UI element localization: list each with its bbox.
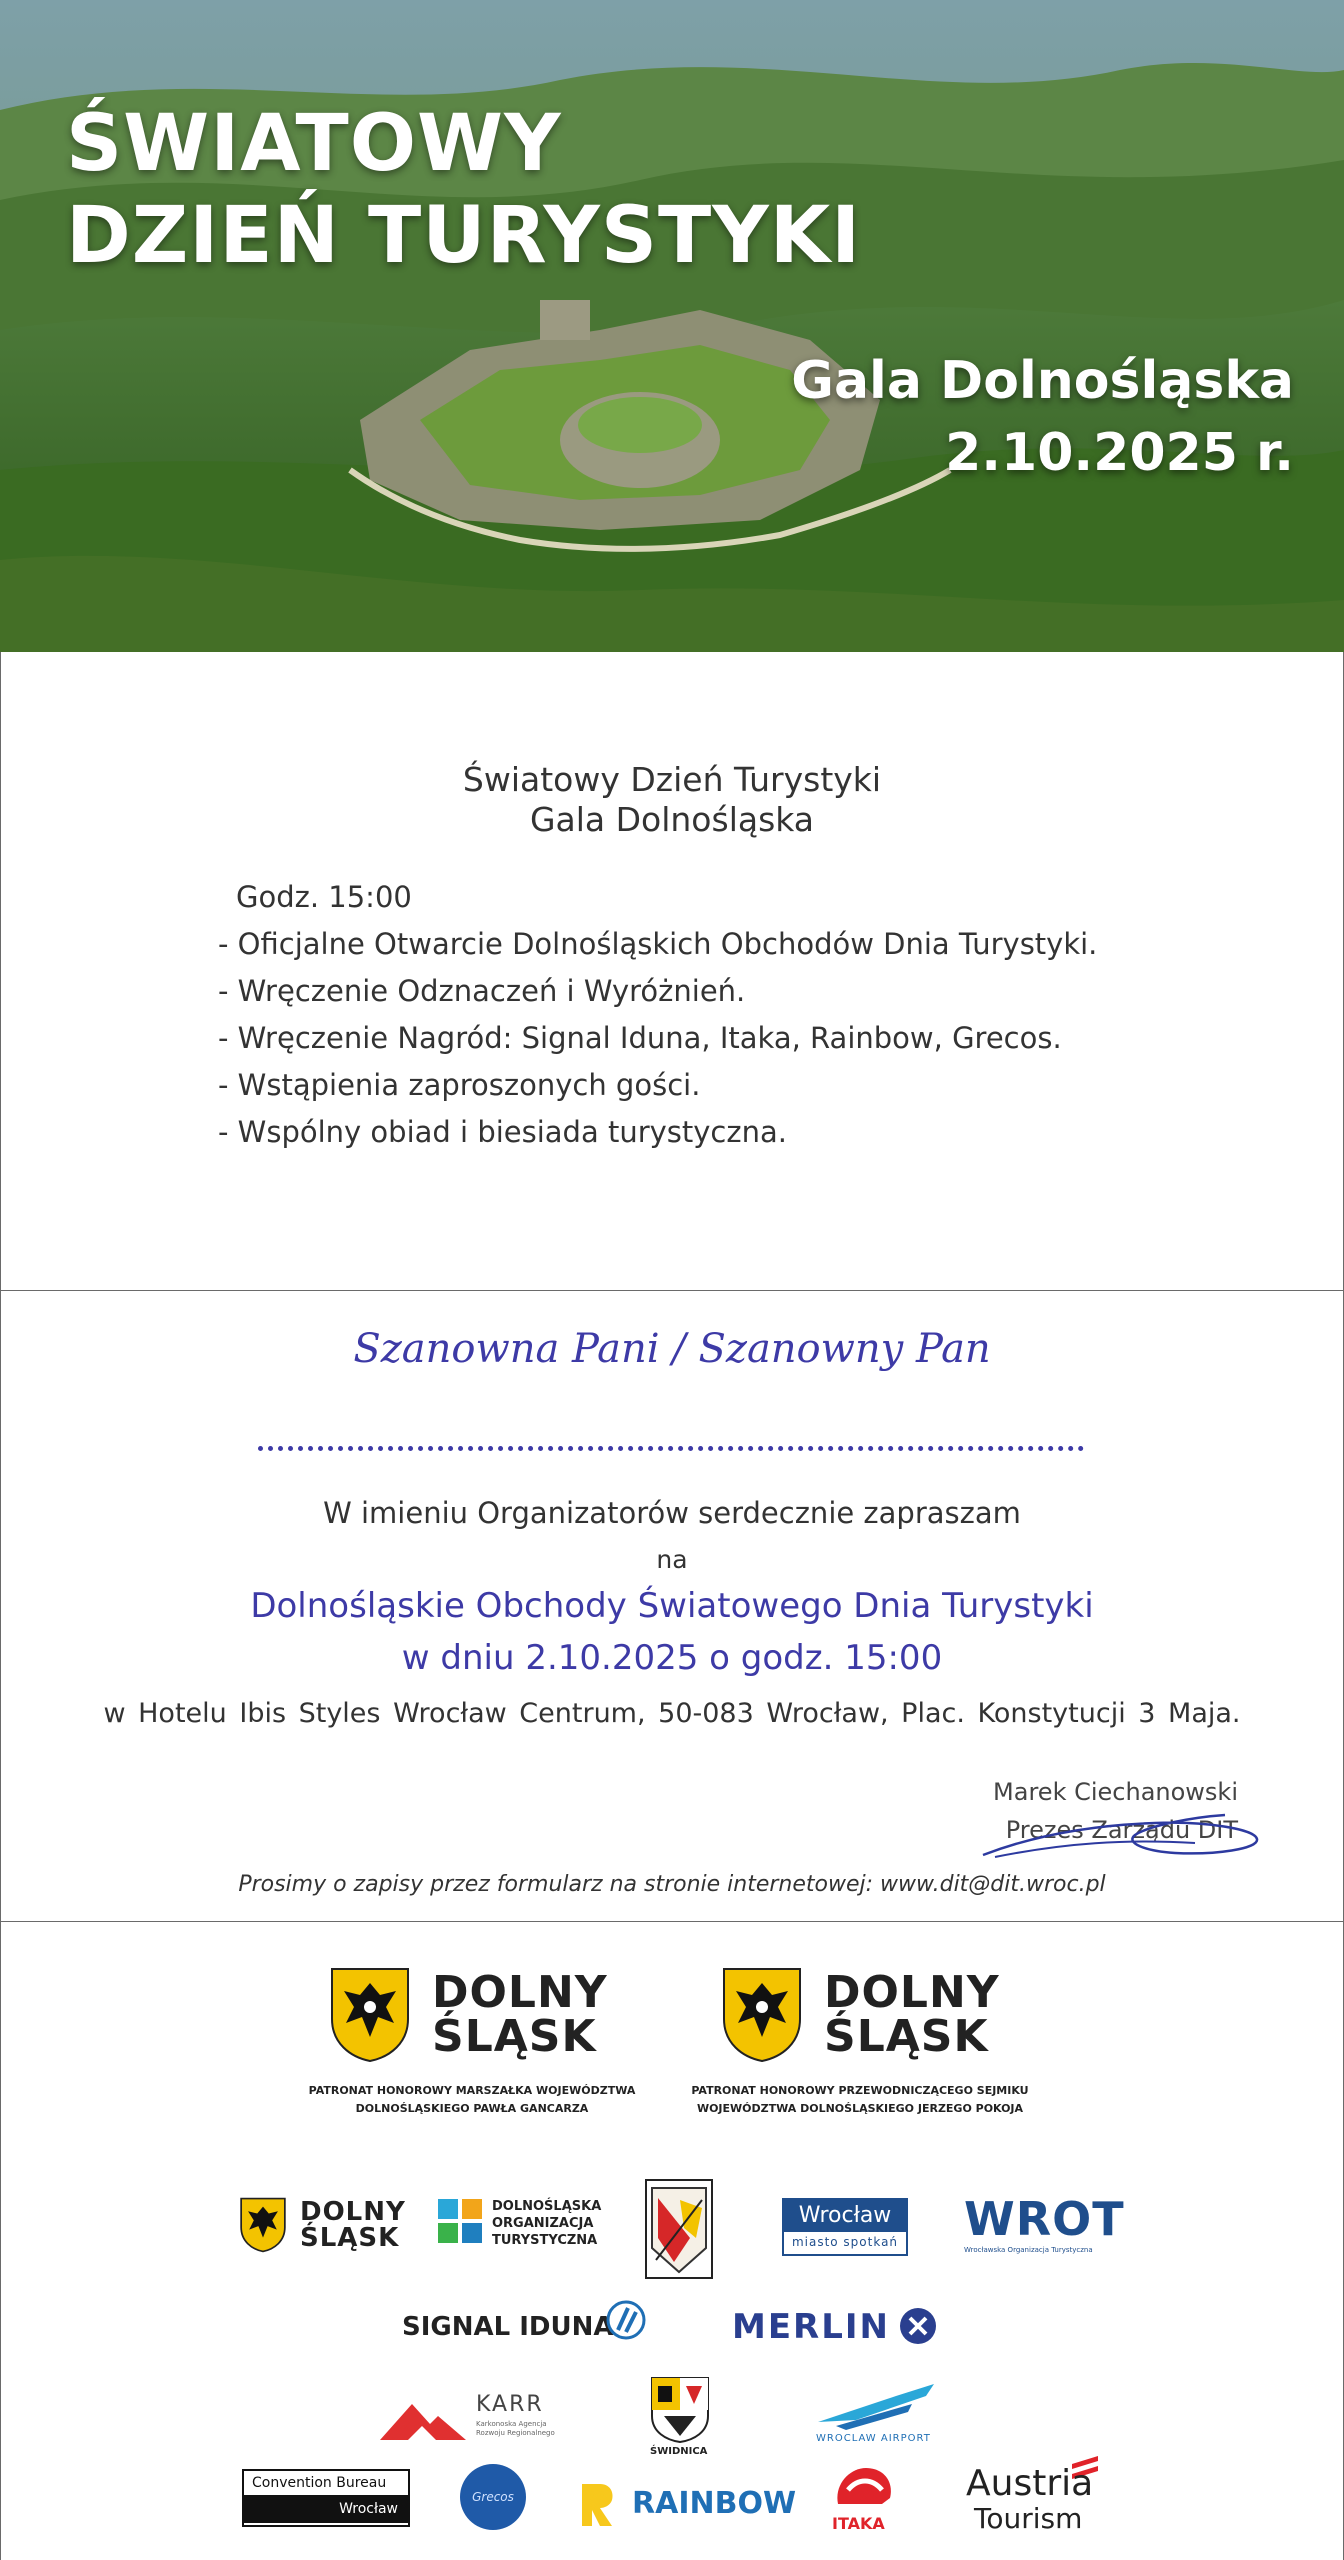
hero-subtitle — [791, 345, 1294, 489]
hero-banner — [0, 0, 1344, 652]
patron-right-line2: WOJEWÓDZTWA DOLNOŚLĄSKIEGO JERZEGO POKOJA — [696, 2102, 1024, 2115]
name-fill-in-line — [258, 1446, 1084, 1451]
wrot-caption: Wrocławska Organizacja Turystyczna — [964, 2246, 1093, 2254]
merlin-logo: MERLIN — [732, 2307, 891, 2347]
program-time: Godz. 15:00 — [236, 880, 412, 914]
patron-left-line2: DOLNOŚLĄSKIEGO PAWŁA GANCARZA — [355, 2102, 589, 2115]
rainbow-logo: RAINBOW — [632, 2486, 797, 2521]
dot-text-line3: TURYSTYCZNA — [492, 2232, 598, 2248]
slask-text: ŚLĄSK — [432, 2011, 597, 2062]
event-name: Dolnośląskie Obchody Światowego Dnia Turystyki — [250, 1586, 1094, 1626]
eagle-crest-icon — [240, 2197, 286, 2253]
dolny-slask-logo-small — [240, 2197, 406, 2253]
salutation: Szanowna Pani / Szanowny Pan — [353, 1326, 991, 1372]
grecos-logo: Grecos — [460, 2464, 526, 2530]
austria-line1: Austria — [966, 2463, 1094, 2504]
handwritten-signature — [975, 1795, 1275, 1875]
program-heading-line2: Gala Dolnośląska — [529, 800, 815, 839]
patron-marshal-text — [292, 2082, 652, 2118]
program-item: - Oficjalne Otwarcie Dolnośląskich Obchodów Dnia Turystyki. — [218, 927, 1098, 961]
hero-title-line1: ŚWIATOWY — [66, 99, 562, 189]
karr-mountains-icon — [378, 2398, 468, 2442]
karr-caption-line2: Rozwoju Regionalnego — [476, 2429, 555, 2437]
convention-line2: Wrocław — [244, 2495, 408, 2523]
dolny-slask-logo-marshal — [330, 1967, 608, 2063]
program-item: - Wstąpienia zaproszonych gości. — [218, 1068, 701, 1102]
dolny-text: DOLNY — [824, 1967, 1000, 2018]
swidnica-text: ŚWIDNICA — [650, 2446, 708, 2457]
karr-caption — [476, 2420, 555, 2438]
program-item: - Wręczenie Odznaczeń i Wyróżnień. — [218, 974, 746, 1008]
itaka-emblem-icon — [832, 2464, 896, 2514]
signer-title: Prezes Zarządu DIT — [1005, 1816, 1238, 1844]
program-item: - Wręczenie Nagród: Signal Iduna, Itaka, Rainbow, Grecos. — [218, 1021, 1062, 1055]
program-heading-line1: Światowy Dzień Turystyki — [462, 760, 882, 799]
signal-iduna-emblem-icon — [606, 2300, 646, 2340]
austria-line2: Tourism — [974, 2502, 1083, 2535]
program-list — [218, 874, 1097, 1156]
patron-left-line1: PATRONAT HONOROWY MARSZAŁKA WOJEWÓDZTWA — [308, 2084, 636, 2097]
convention-line1: Convention Bureau — [252, 2475, 387, 2491]
event-venue: w Hotelu Ibis Styles Wrocław Centrum, 50-083 Wrocław, Plac. Konstytucji 3 Maja. — [103, 1698, 1241, 1729]
program-item: - Wspólny obiad i biesiada turystyczna. — [218, 1115, 787, 1149]
eagle-crest-icon — [722, 1967, 802, 2063]
signal-iduna-logo: SIGNAL IDUNA — [402, 2312, 614, 2342]
airport-wings-icon — [816, 2382, 936, 2432]
invitation-line2: na — [656, 1545, 688, 1574]
dolny-text: DOLNY — [432, 1967, 608, 2018]
invitation-line1: W imieniu Organizatorów serdecznie zapraszam — [323, 1496, 1021, 1530]
karr-caption-line1: Karkonoska Agencja — [476, 2420, 547, 2428]
dot-text-line2: ORGANIZACJA — [492, 2215, 594, 2231]
signer-name: Marek Ciechanowski — [993, 1778, 1238, 1806]
wroclaw-city-logo — [782, 2198, 908, 2256]
dot-logo — [436, 2197, 601, 2249]
swidnica-crest-icon — [650, 2376, 710, 2444]
hero-title — [66, 98, 861, 282]
event-date: w dniu 2.10.2025 o godz. 15:00 — [401, 1638, 943, 1678]
slask-text: ŚLĄSK — [300, 2223, 400, 2253]
airport-text: WROCLAW AIRPORT — [816, 2433, 931, 2444]
itaka-logo: ITAKA — [832, 2514, 885, 2533]
merlin-x-icon — [898, 2306, 938, 2346]
hero-title-line2: DZIEŃ TURYSTYKI — [66, 191, 862, 281]
wroclaw-tagline: miasto spotkań — [791, 2235, 899, 2249]
eagle-crest-icon — [330, 1967, 410, 2063]
karr-logo: KARR — [476, 2392, 544, 2417]
pttk-emblem-icon — [644, 2178, 714, 2280]
patron-sejmik-text — [680, 2082, 1040, 2118]
hero-subtitle-date: 2.10.2025 r. — [945, 423, 1294, 483]
hero-subtitle-line1: Gala Dolnośląska — [791, 351, 1294, 411]
austria-tourism-logo — [966, 2464, 1093, 2534]
convention-bureau-logo — [242, 2469, 410, 2527]
slask-text: ŚLĄSK — [824, 2011, 989, 2062]
patron-right-line1: PATRONAT HONOROWY PRZEWODNICZĄCEGO SEJMIKU — [691, 2084, 1029, 2097]
dolny-text: DOLNY — [300, 2197, 406, 2227]
dot-text-line1: DOLNOŚLĄSKA — [492, 2198, 602, 2214]
dot-squares-icon — [436, 2197, 484, 2249]
dolny-slask-logo-sejmik — [722, 1967, 1000, 2063]
wroclaw-name: Wrocław — [784, 2200, 906, 2232]
rainbow-r-icon — [578, 2480, 616, 2528]
wrot-logo: WROT — [964, 2192, 1125, 2246]
registration-note: Prosimy o zapisy przez formularz na stronie internetowej: www.dit@dit.wroc.pl — [238, 1872, 1106, 1897]
